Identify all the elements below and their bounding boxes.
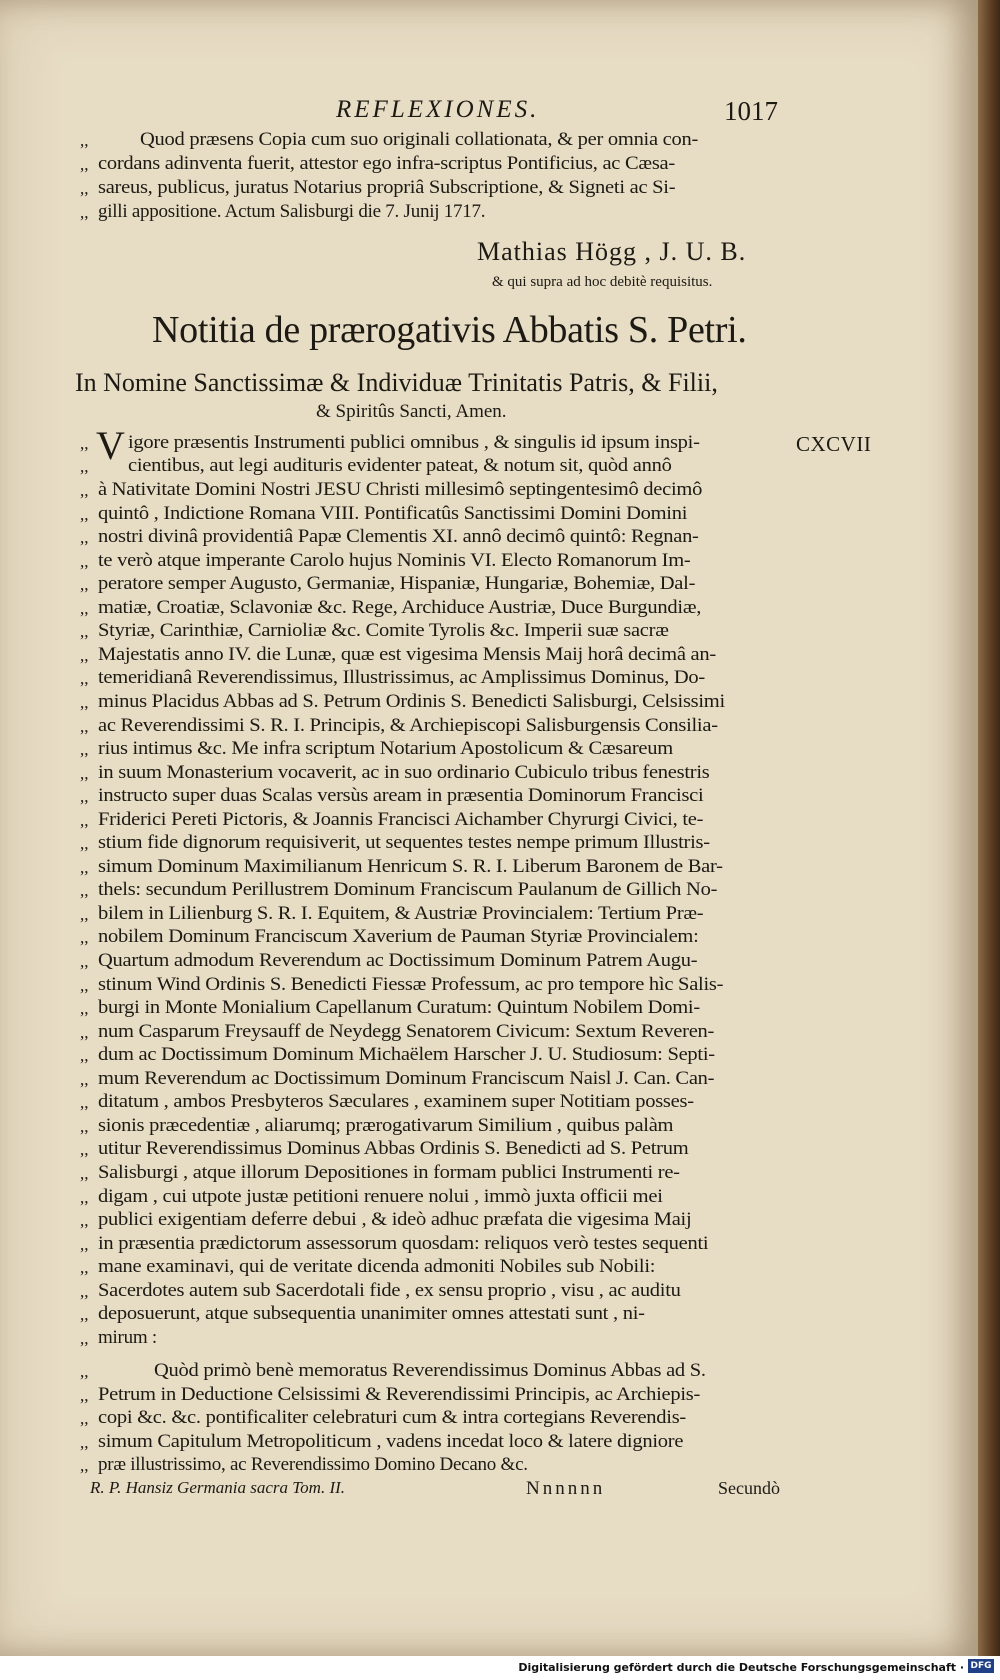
text-line: deposuerunt, atque subsequentia unanimiter omnes attestati sunt , ni-	[98, 1303, 645, 1324]
notary-signature: Mathias Högg , J. U. B.	[477, 237, 747, 266]
quote-mark: ,,	[80, 669, 89, 688]
quote-mark: ,,	[80, 481, 89, 500]
invocation-line-2: & Spiritûs Sancti, Amen.	[316, 401, 507, 422]
text-line: burgi in Monte Monialium Capellanum Curatum: Quintum Nobilem Domi-	[98, 997, 700, 1018]
quote-mark: ,,	[80, 976, 89, 995]
text-line: temeridianâ Reverendissimus, Illustrissimus, ac Amplissimus Dominus, Do-	[98, 667, 705, 688]
quote-mark: ,,	[80, 203, 89, 222]
quote-mark: ,,	[80, 1433, 89, 1452]
text-line: ac Reverendissimi S. R. I. Principis, & Archiepiscopi Salisburgensis Consilia-	[98, 715, 718, 736]
text-line: Quartum admodum Reverendum ac Doctissimum Dominum Patrem Augu-	[98, 950, 698, 971]
text-line: Salisburgi , atque illorum Depositiones in formam publici Instrumenti re-	[98, 1162, 680, 1183]
quote-mark: ,,	[80, 622, 89, 641]
footer-reference: R. P. Hansiz Germania sacra Tom. II.	[90, 1478, 346, 1497]
quote-mark: ,,	[80, 1164, 89, 1183]
quote-mark: ,,	[80, 881, 89, 900]
quote-mark: ,,	[80, 1046, 89, 1065]
text-line: rius intimus &c. Me infra scriptum Notarium Apostolicum & Cæsareum	[98, 738, 673, 759]
quote-mark: ,,	[80, 1211, 89, 1230]
text-line: Sacerdotes autem sub Sacerdotali fide , ex sensu proprio , visu , ac auditu	[98, 1280, 681, 1301]
text-line: thels: secundum Perillustrem Dominum Franciscum Paulanum de Gillich No-	[98, 879, 718, 900]
text-line: simum Dominum Maximilianum Henricum S. R. I. Liberum Baronem de Bar-	[98, 856, 723, 877]
text-line: nobilem Dominum Franciscum Xaverium de Pauman Styriæ Provincialem:	[98, 926, 699, 947]
quote-mark: ,,	[80, 1282, 89, 1301]
catchword: Secundò	[718, 1478, 780, 1498]
text-line: Friderici Pereti Pictoris, & Joannis Francisci Aichamber Chyrurgi Civici, te-	[98, 809, 704, 830]
quote-mark: ,,	[80, 1386, 89, 1405]
quote-mark: ,,	[80, 179, 89, 198]
quote-mark: ,,	[80, 1117, 89, 1136]
text-line: sionis præcedentiæ , aliarumq; prærogativarum Similium , quibus palàm	[98, 1115, 674, 1136]
quote-mark: ,,	[80, 834, 89, 853]
text-line: matiæ, Croatiæ, Sclavoniæ &c. Rege, Archiduce Austriæ, Duce Burgundiæ,	[98, 597, 702, 618]
text-line: nostri divinâ providentiâ Papæ Clementis XI. annô decimô quintô: Regnan-	[98, 526, 699, 547]
text-line: bilem in Lilienburg S. R. I. Equitem, & Austriæ Provincialem: Tertium Præ-	[98, 903, 704, 924]
text-line: Quòd primò benè memoratus Reverendissimus Dominus Abbas ad S.	[154, 1360, 706, 1381]
text-line: à Nativitate Domini Nostri JESU Christi millesimô septingentesimô decimô	[98, 479, 703, 500]
quote-mark: ,,	[80, 457, 89, 476]
dfg-logo: DFG	[968, 1659, 994, 1673]
text-line: peratore semper Augusto, Germaniæ, Hispaniæ, Hungariæ, Bohemiæ, Dal-	[98, 573, 696, 594]
signature-mark: Nnnnnn	[526, 1478, 606, 1499]
attestation-line: sareus, publicus, juratus Notarius propriâ Subscriptione, & Signeti ac Si-	[98, 177, 676, 198]
quote-mark: ,,	[80, 1188, 89, 1207]
drop-cap: V	[96, 423, 125, 468]
quote-mark: ,,	[80, 811, 89, 830]
text-line: publici exigentiam deferre debui , & ideò adhuc præfata die vigesima Maij	[98, 1209, 692, 1230]
quote-mark: ,,	[80, 905, 89, 924]
quote-mark: ,,	[80, 575, 89, 594]
text-line: simum Capitulum Metropoliticum , vadens incedat loco & latere digniore	[98, 1431, 684, 1452]
quote-mark: ,,	[80, 999, 89, 1018]
quote-mark: ,,	[80, 1305, 89, 1324]
quote-mark: ,,	[80, 1258, 89, 1277]
quote-mark: ,,	[80, 155, 89, 174]
text-line: num Casparum Freysauff de Neydegg Senatorem Civicum: Sextum Reveren-	[98, 1021, 715, 1042]
quote-mark: ,,	[80, 505, 89, 524]
quote-mark: ,,	[80, 764, 89, 783]
page-number: 1017	[724, 96, 778, 126]
text-line: cientibus, aut legi audituris evidenter pateat, & notum sit, quòd annô	[128, 455, 672, 476]
attestation-line: Quod præsens Copia cum suo originali collationata, & per omnia con-	[140, 129, 699, 150]
text-line: Majestatis anno IV. die Lunæ, quæ est vigesima Mensis Maij horâ decimâ an-	[98, 644, 716, 665]
quote-mark: ,,	[80, 693, 89, 712]
attestation-line: cordans adinventa fuerit, attestor ego infra-scriptus Pontificius, ac Cæsa-	[98, 153, 675, 174]
quote-mark: ,,	[80, 928, 89, 947]
quote-mark: ,,	[80, 952, 89, 971]
text-line: copi &c. &c. pontificaliter celebraturi cum & intra cortegians Reverendis-	[98, 1407, 686, 1428]
text-line: stium fide dignorum requisiverit, ut sequentes testes nempe primum Illustris-	[98, 832, 710, 853]
quote-mark: ,,	[80, 717, 89, 736]
text-line: igore præsentis Instrumenti publici omnibus , & singulis id ipsum inspi-	[128, 432, 700, 453]
digitization-credit: Digitalisierung gefördert durch die Deutsche Forschungsgemeinschaft ·	[518, 1661, 964, 1674]
text-line: utitur Reverendissimus Dominus Abbas Ordinis S. Benedicti ad S. Petrum	[98, 1138, 689, 1159]
text-line: dum ac Doctissimum Dominum Michaëlem Harscher J. U. Studiosum: Septi-	[98, 1044, 715, 1065]
quote-mark: ,,	[80, 858, 89, 877]
quote-mark: ,,	[80, 528, 89, 547]
quote-mark: ,,	[80, 1409, 89, 1428]
quote-mark: ,,	[80, 1456, 89, 1475]
quote-mark: ,,	[80, 552, 89, 571]
text-line: in suum Monasterium vocaverit, ac in suo ordinario Cubiculo tribus fenestris	[98, 762, 710, 783]
quote-mark: ,,	[80, 1235, 89, 1254]
quote-mark: ,,	[80, 599, 89, 618]
quote-mark: ,,	[80, 1070, 89, 1089]
text-line: ditatum , ambos Presbyteros Sæculares , examinem super Notitiam posses-	[98, 1091, 694, 1112]
text-line: in præsentia prædictorum assessorum quosdam: reliquos verò testes sequenti	[98, 1233, 709, 1254]
text-line: digam , cui utpote justæ petitioni renuere nolui , immò juxta officii mei	[98, 1186, 663, 1207]
running-head: REFLEXIONES.	[336, 96, 540, 123]
section-heading: Notitia de prærogativis Abbatis S. Petri.	[152, 309, 747, 351]
text-line: instructo super duas Scalas versùs aream in præsentia Dominorum Francisci	[98, 785, 704, 806]
quote-mark: ,,	[80, 131, 89, 150]
quote-mark: ,,	[80, 1023, 89, 1042]
text-line: Petrum in Deductione Celsissimi & Reverendissimi Principis, ac Archiepis-	[98, 1384, 701, 1405]
page-edge	[978, 0, 1000, 1656]
quote-mark: ,,	[80, 434, 89, 453]
text-line: minus Placidus Abbas ad S. Petrum Ordinis S. Benedicti Salisburgi, Celsissimi	[98, 691, 725, 712]
text-line: Styriæ, Carinthiæ, Carnioliæ &c. Comite Tyrolis &c. Imperii suæ sacræ	[98, 620, 669, 641]
text-line: præ illustrissimo, ac Reverendissimo Domino Decano &c.	[98, 1454, 528, 1475]
text-line: stinum Wind Ordinis S. Benedicti Fiessæ Professum, ac pro tempore hìc Salis-	[98, 974, 724, 995]
quote-mark: ,,	[80, 646, 89, 665]
attestation-line: gilli appositione. Actum Salisburgi die 7. Junij 1717.	[98, 201, 486, 222]
text-line: quintô , Indictione Romana VIII. Pontificatûs Sanctissimi Domini Domini	[98, 503, 688, 524]
quote-mark: ,,	[80, 740, 89, 759]
quote-mark: ,,	[80, 1093, 89, 1112]
quote-mark: ,,	[80, 787, 89, 806]
quote-mark: ,,	[80, 1140, 89, 1159]
quote-mark: ,,	[80, 1329, 89, 1348]
margin-number: CXCVII	[796, 432, 872, 456]
text-line: mum Reverendum ac Doctissimum Dominum Franciscum Naisl J. Can. Can-	[98, 1068, 715, 1089]
notary-signature-note: & qui supra ad hoc debitè requisitus.	[492, 274, 713, 290]
invocation-line-1: In Nomine Sanctissimæ & Individuæ Trinitatis Patris, & Filii,	[75, 368, 718, 397]
quote-mark: ,,	[80, 1362, 89, 1381]
text-line: te verò atque imperante Carolo hujus Nominis VI. Electo Romanorum Im-	[98, 550, 691, 571]
text-line: mirum :	[98, 1327, 157, 1348]
text-line: mane examinavi, qui de veritate dicenda admoniti Nobiles sub Nobili:	[98, 1256, 656, 1277]
